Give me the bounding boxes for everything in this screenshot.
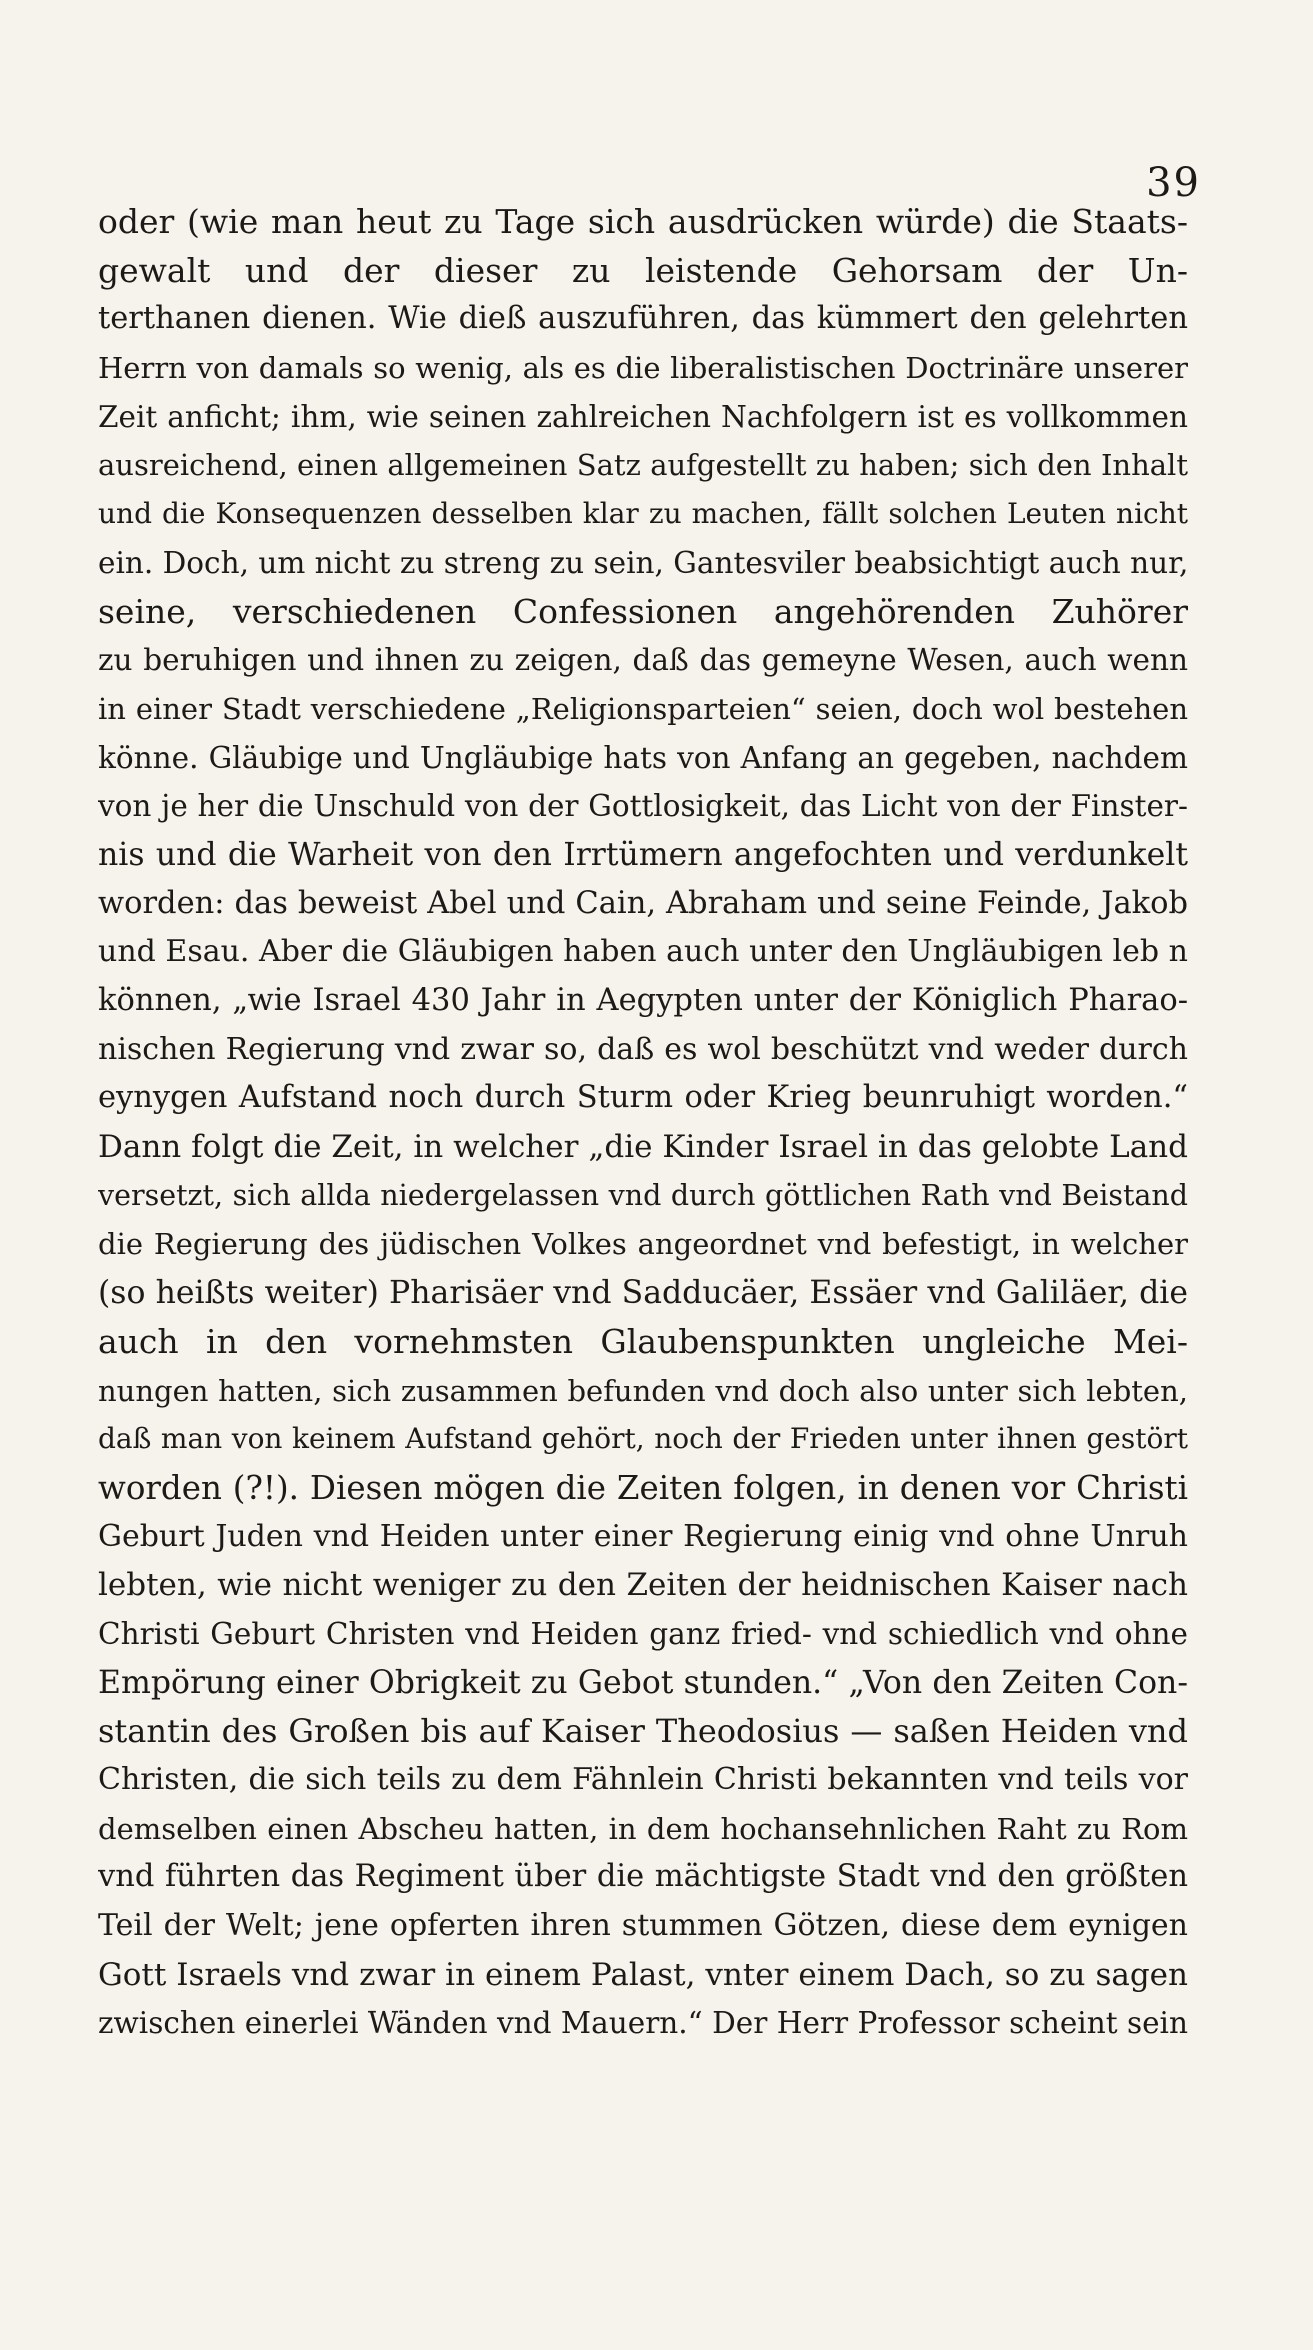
text-line: worden (?!). Diesen mögen die Zeiten folgen, in denen vor Christi <box>98 1468 1188 1507</box>
text-line: Herrn von damals so wenig, als es die liberalistischen Doctrinäre unserer <box>98 351 1188 386</box>
text-line: und die Konsequenzen desselben klar zu machen, fällt solchen Leuten nicht <box>98 497 1188 531</box>
body-text <box>98 198 1188 2048</box>
text-line: (so heißts weiter) Pharisäer vnd Sadducäer, Essäer vnd Galiläer, die <box>98 1275 1188 1312</box>
text-line: gewalt und der dieser zu leistende Gehorsam der Un- <box>98 250 1188 290</box>
text-line: von je her die Unschuld von der Gottlosigkeit, das Licht von der Finster- <box>98 789 1188 824</box>
text-line: zwischen einerlei Wänden vnd Mauern.“ Der Herr Professor scheint sein <box>98 2006 1188 2041</box>
text-line: Geburt Juden vnd Heiden unter einer Regierung einig vnd ohne Unruh <box>98 1518 1188 1554</box>
text-line: stantin des Großen bis auf Kaiser Theodosius — saßen Heiden vnd <box>98 1712 1188 1751</box>
text-line: eynygen Aufstand noch durch Sturm oder Krieg beunruhigt worden.“ <box>98 1080 1188 1116</box>
text-line: in einer Stadt verschiedene „Religionsparteien“ seien, doch wol bestehen <box>98 691 1188 726</box>
text-line: oder (wie man heut zu Tage sich ausdrücken würde) die Staats- <box>98 202 1188 241</box>
text-line: worden: das beweist Abel und Cain, Abraham und seine Feinde, Jakob <box>98 885 1188 921</box>
text-line: und Esau. Aber die Gläubigen haben auch unter den Ungläubigen leb n <box>98 934 1188 970</box>
text-line: Empörung einer Obrigkeit zu Gebot stunden.“ „Von den Zeiten Con- <box>98 1664 1188 1701</box>
text-line: zu beruhigen und ihnen zu zeigen, daß das gemeyne Wesen, auch wenn <box>98 643 1188 678</box>
text-line: terthanen dienen. Wie dieß auszuführen, das kümmert den gelehrten <box>98 301 1188 337</box>
text-line: Gott Israels vnd zwar in einem Palast, vnter einem Dach, so zu sagen <box>98 1956 1188 1993</box>
text-line: Teil der Welt; jene opferten ihren stummen Götzen, diese dem eynigen <box>98 1908 1188 1944</box>
text-line: können, „wie Israel 430 Jahr in Aegypten unter der Königlich Pharao- <box>98 983 1188 1018</box>
text-line: Christi Geburt Christen vnd Heiden ganz fried- vnd schiedlich vnd ohne <box>98 1616 1188 1651</box>
text-line: ausreichend, einen allgemeinen Satz aufgestellt zu haben; sich den Inhalt <box>98 448 1188 483</box>
text-line: nischen Regierung vnd zwar so, daß es wol beschützt vnd weder durch <box>98 1031 1188 1067</box>
text-line: Christen, die sich teils zu dem Fähnlein Christi bekannten vnd teils vor <box>98 1762 1188 1797</box>
page-number: 39 <box>1146 160 1201 206</box>
text-line: die Regierung des jüdischen Volkes angeordnet vnd befestigt, in welcher <box>98 1227 1188 1262</box>
text-line: Zeit anficht; ihm, wie seinen zahlreichen Nachfolgern ist es vollkommen <box>98 399 1188 434</box>
text-line: seine, verschiedenen Confessionen angehörenden Zuhörer <box>98 591 1188 631</box>
text-line: daß man von keinem Aufstand gehört, noch der Frieden unter ihnen gestört <box>98 1422 1188 1456</box>
text-line: versetzt, sich allda niedergelassen vnd durch göttlichen Rath vnd Beistand <box>98 1178 1188 1212</box>
text-line: ein. Doch, um nicht zu streng zu sein, Gantesviler beabsichtigt auch nur, <box>98 545 1188 580</box>
text-line: auch in den vornehmsten Glaubenspunkten ungleiche Mei- <box>98 1321 1188 1361</box>
text-line: Dann folgt die Zeit, in welcher „die Kinder Israel in das gelobte Land <box>98 1129 1188 1166</box>
text-line: nungen hatten, sich zusammen befunden vnd doch also unter sich lebten, <box>98 1373 1188 1408</box>
text-line: vnd führten das Regiment über die mächtigste Stadt vnd den größten <box>98 1859 1188 1895</box>
text-line: könne. Gläubige und Ungläubige hats von Anfang an gegeben, nachdem <box>98 740 1188 775</box>
text-line: demselben einen Abscheu hatten, in dem hochansehnlichen Raht zu Rom <box>98 1811 1188 1846</box>
text-line: lebten, wie nicht weniger zu den Zeiten der heidnischen Kaiser nach <box>98 1567 1188 1604</box>
text-line: nis und die Warheit von den Irrtümern angefochten und verdunkelt <box>98 836 1188 873</box>
